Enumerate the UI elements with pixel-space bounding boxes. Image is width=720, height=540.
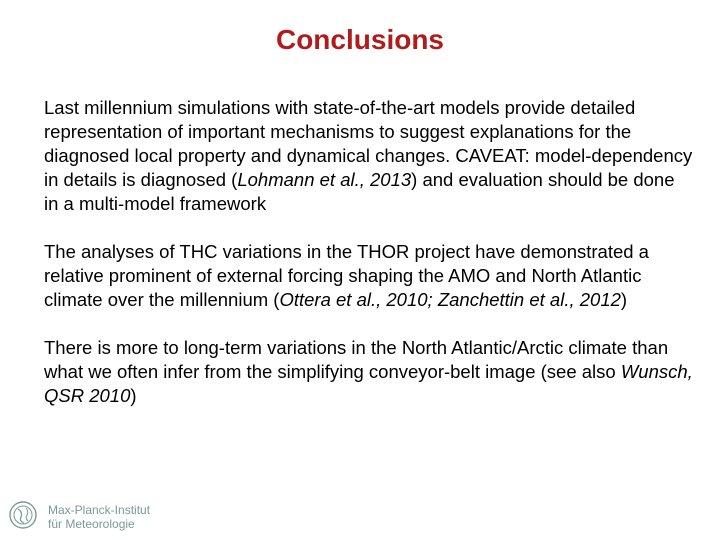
paragraph-1-text-a: Last millennium simulations with state-of-the-art models provide detailed representation of important mechanisms to suggest explanations for the diagnosed local property and dynamical changes. CAVEAT: model-dependency in details is diagnosed ( — [44, 97, 693, 190]
paragraph-1-text-b: ) and evaluation should be done in a multi-model framework — [44, 169, 675, 214]
paragraph-1 — [44, 96, 694, 216]
paragraph-2-text-a: The analyses of THC variations in the THOR project have demonstrated a relative prominent of external forcing shaping the AMO and North Atlantic climate over the millennium ( — [44, 241, 649, 310]
paragraph-3-text-b: ) — [130, 385, 137, 406]
institute-name-line1: Max-Planck-Institut — [48, 503, 151, 517]
institute-name-line2: für Meteorologie — [48, 517, 135, 531]
paragraph-3-text-a: There is more to long-term variations in the North Atlantic/Arctic climate than what we often infer from the simplifying conveyor-belt image (see also — [44, 337, 669, 382]
mpi-globe-icon — [8, 500, 38, 530]
paragraph-2-citation: Ottera et al., 2010; Zanchettin et al., 2012 — [279, 289, 621, 310]
paragraph-2-text-b: ) — [620, 289, 628, 310]
slide-title: Conclusions — [275, 24, 444, 55]
institute-name — [48, 503, 150, 531]
paragraph-3-citation: Wunsch, QSR 2010 — [44, 361, 693, 406]
slide-body — [44, 96, 694, 432]
paragraph-2 — [44, 240, 694, 312]
paragraph-1-citation: Lohmann et al., 2013 — [237, 169, 412, 190]
paragraph-3 — [44, 336, 694, 408]
